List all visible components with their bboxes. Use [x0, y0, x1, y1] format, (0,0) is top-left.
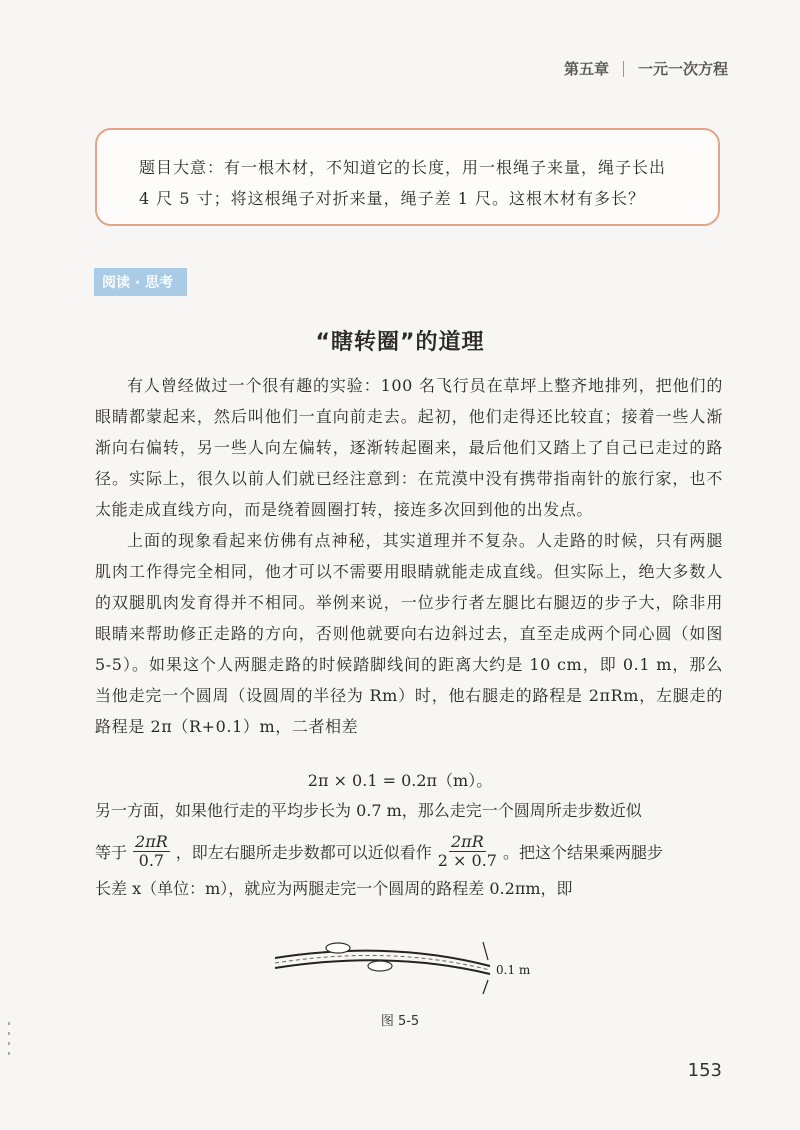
fraction-1 — [133, 833, 170, 870]
article-title: “瞎转圈”的道理 — [315, 330, 485, 355]
arrow-top — [483, 942, 488, 960]
footprint-right — [368, 961, 392, 971]
fraction-2 — [438, 833, 497, 870]
fraction-1-denominator: 0.7 — [138, 850, 165, 870]
reading-thinking-tag: 阅读 · 思考 — [94, 268, 187, 296]
fraction-line — [95, 830, 723, 872]
header-separator — [623, 61, 624, 77]
paragraph-4-text: 长差 x（单位：m），就应为两腿走完一个圆周的路程差 0.2πm，即 — [95, 879, 573, 898]
chapter-label: 第五章 — [563, 60, 609, 78]
page-edge-marks — [8, 1022, 12, 1062]
translation-note-box — [95, 128, 720, 226]
footprint-left — [326, 943, 350, 953]
paragraph-1: 有人曾经做过一个很有趣的实验：100 名飞行员在草坪上整齐地排列，把他们的眼睛都蒙起来，然后叫他们一直向前走去。起初，他们走得还比较直；接着一些人渐渐向右偏转，另一些人向左偏转，逐渐转起圈来，最后他们又踏上了自己已走过的路径。实际上，很久以前人们就已经注意到：在荒漠中没有携带指南针的旅行家，也不太能走成直线方向，而是绕着圆圈打转，接连多次回到他的出发点。 — [95, 376, 723, 519]
article-body — [95, 370, 723, 742]
formula-line: 2π × 0.1 = 0.2π（m）。 — [307, 771, 493, 790]
arrow-bottom — [483, 980, 488, 994]
frac-prefix: 等于 — [95, 842, 128, 862]
figure-caption: 图 5-5 — [380, 1014, 420, 1029]
paragraph-4 — [95, 873, 723, 904]
frac-suffix: 。把这个结果乘两腿步 — [502, 842, 663, 862]
paragraph-3 — [95, 795, 723, 826]
paragraph-3-text: 另一方面，如果他行走的平均步长为 0.7 m，那么走完一个圆周所走步数近似 — [95, 801, 642, 820]
chapter-header — [564, 58, 728, 79]
fraction-2-numerator: 2πR — [451, 831, 484, 851]
frac-middle: ，即左右腿所走步数都可以近似看作 — [175, 842, 432, 862]
fraction-1-numerator: 2πR — [135, 831, 168, 851]
figure-5-5-concentric-paths — [270, 932, 550, 1002]
chapter-title: 一元一次方程 — [637, 60, 728, 78]
fraction-2-denominator: 2 × 0.7 — [437, 850, 497, 870]
note-line-2: 4 尺 5 寸；将这根绳子对折来量，绳子差 1 尺。这根木材有多长？ — [139, 189, 645, 208]
note-line-1: 题目大意：有一根木材，不知道它的长度，用一根绳子来量，绳子长出 — [139, 158, 667, 177]
paragraph-2: 上面的现象看起来仿佛有点神秘，其实道理并不复杂。人走路的时候，只有两腿肌肉工作得完全相同，他才可以不需要用眼睛就能走成直线。但实际上，绝大多数人的双腿肌肉发育得并不相同。举例来说，一位步行者左腿比右腿迈的步子大，除非用眼睛来帮助修正走路的方向，否则他就要向右边斜过去，直至走成两个同心圆（如图 5-5）。如果这个人两腿走路的时候踏脚线间的距离大约是 10 cm，即 0.1 m，那么当他走完一个圆周（设圆周的半径为 Rm）时，他右腿走的路程是 2πRm，左腿走的路程是 2π（R+0.1）m，二者相差 — [95, 531, 723, 736]
figure-label: 0.1 m — [496, 963, 531, 977]
page-number: 153 — [687, 1060, 722, 1081]
